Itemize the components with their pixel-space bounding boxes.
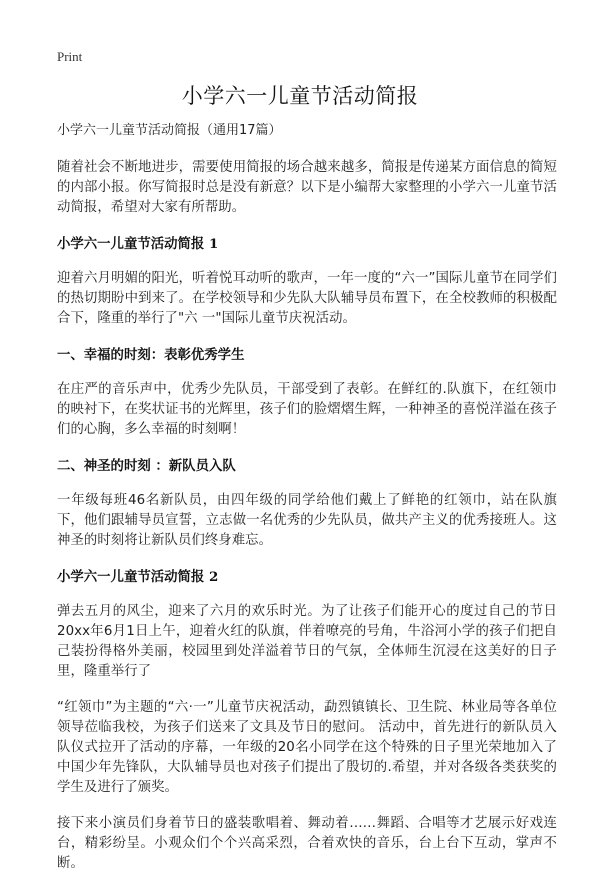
section-heading-commendation: 一、幸福的时刻：表彰优秀学生 bbox=[57, 347, 245, 363]
commendation-paragraph: 在庄严的音乐声中，优秀少先队员，干部受到了表彰。在鲜红的.队旗下，在红领巾的映衬下，在奖状证书的光辉里，孩子们的脸熠熠生辉，一种神圣的喜悦洋溢在孩子们的心胸，多么幸福的时刻啊！ bbox=[57, 382, 557, 437]
report-2-paragraph-3: 接下来小演员们身着节日的盛装歌唱着、舞动着……舞蹈、合唱等才艺展示好戏连台，精彩纷呈。小观众们个个兴高采烈，合着欢快的音乐，台上台下互动，掌声不断。 bbox=[57, 816, 557, 871]
document-subtitle: 小学六一儿童节活动简报（通用17篇） bbox=[57, 123, 282, 138]
print-link[interactable]: Print bbox=[57, 49, 83, 64]
report-2-paragraph-1: 弹去五月的风尘，迎来了六月的欢乐时光。为了让孩子们能开心的度过自己的节日20xx年6月1日上午，迎着火红的队旗，伴着嘹亮的号角，牛浴河小学的孩子们把自己装扮得格外美丽，校园里到处洋溢着节日的气氛，全体师生沉浸在这美好的日子里，隆重举行了 bbox=[57, 604, 557, 679]
new-members-paragraph: 一年级每班46名新队员，由四年级的同学给他们戴上了鲜艳的红领巾，站在队旗下，他们跟辅导员宣誓，立志做一名优秀的少先队员，做共产主义的优秀接班人。这神圣的时刻将让新队员们终身难忘。 bbox=[57, 493, 557, 548]
section-heading-report-1: 小学六一儿童节活动简报 1 bbox=[57, 236, 219, 252]
page-title: 小学六一儿童节活动简报 bbox=[181, 84, 419, 108]
section-heading-new-members: 二、神圣的时刻 ：新队员入队 bbox=[57, 458, 236, 474]
intro-paragraph: 随着社会不断地进步，需要使用简报的场合越来越多，简报是传递某方面信息的简短的内部小报。你写简报时总是没有新意？以下是小编帮大家整理的小学六一儿童节活动简报，希望对大家有所帮助。 bbox=[57, 160, 557, 215]
section-heading-report-2: 小学六一儿童节活动简报 2 bbox=[57, 569, 219, 585]
report-2-paragraph-2: “红领巾”为主题的“六·一”儿童节庆祝活动，勐烈镇镇长、卫生院、林业局等各单位领导莅临我校，为孩子们送来了文具及节日的慰问。 活动中，首先进行的新队员入队仪式拉开了活动的序幕，一年级的20名小同学在这个特殊的日子里光荣地加入了中国少年先锋队，大队辅导员也对孩子们提出了殷切的.希望，并对各级各类获奖的学生及进行了颁奖。 bbox=[57, 700, 557, 795]
report-1-paragraph: 迎着六月明媚的阳光，听着悦耳动听的歌声，一年一度的“六一”国际儿童节在同学们的热切期盼中到来了。在学校领导和少先队大队辅导员布置下，在全校教师的积极配合下，隆重的举行了"六 一"国际儿童节庆祝活动。 bbox=[57, 271, 557, 326]
document-body bbox=[57, 122, 557, 890]
